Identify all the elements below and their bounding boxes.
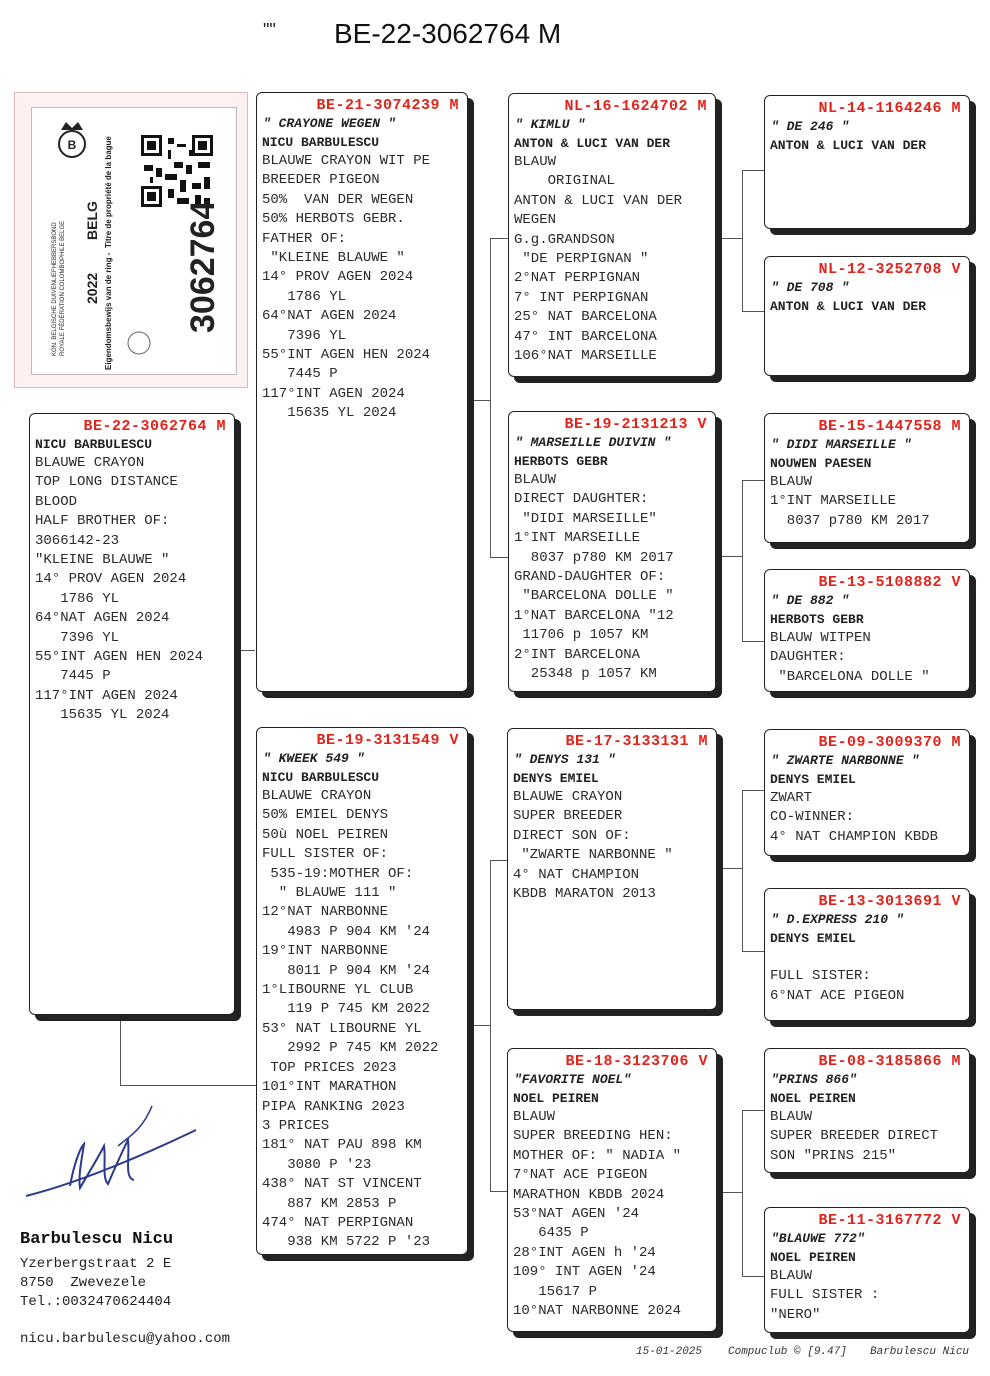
pedigree-line: BLAUW — [770, 474, 813, 490]
owner-name: NOEL PEIREN — [770, 1091, 856, 1106]
ring-tag-federation-fr: ROYALE FÉDÉRATION COLOMBOPHILE BELGE — [60, 220, 66, 356]
owner-name: NICU BARBULESCU — [35, 437, 153, 452]
pedigree-line: 438° NAT ST VINCENT — [262, 1176, 422, 1193]
pedigree-line: TOP LONG DISTANCE — [35, 474, 178, 491]
pedigree-line: " BLAUWE 111 " — [262, 885, 397, 902]
pedigree-line: "ZWARTE NARBONNE " — [513, 847, 673, 864]
card-dam-dam — [507, 1048, 717, 1332]
crown-logo-icon — [52, 118, 92, 162]
software-credit: Compuclub © [9.47] — [728, 1346, 847, 1358]
pedigree-line: "NERO" — [770, 1306, 821, 1323]
pedigree-line: ORIGINAL — [514, 173, 615, 190]
pedigree-line: 6°NAT ACE PIGEON — [770, 987, 905, 1004]
connector-sire-branches — [490, 238, 509, 558]
pedigree-line: 938 KM 5722 P '23 — [262, 1234, 431, 1251]
pedigree-line: 15635 YL 2024 — [262, 405, 397, 422]
card-dam-sire-dam — [764, 888, 970, 1021]
card-sire-sire — [508, 93, 716, 377]
pedigree-line: 7445 P — [35, 668, 111, 685]
pedigree-line: 25348 p 1057 KM — [514, 666, 657, 683]
ring-tag-ownership-fr: Titre de propriété de la bague — [104, 136, 113, 248]
card-sire-sire-dam — [764, 256, 970, 376]
header-quote-marks: "" — [263, 20, 276, 40]
pedigree-line: BLAUWE CRAYON — [513, 789, 623, 805]
pedigree-line: 2°NAT PERPIGNAN — [514, 270, 641, 287]
pedigree-line: 1786 YL — [262, 288, 347, 305]
pedigree-line: 4° NAT CHAMPION — [513, 866, 640, 883]
card-sire-dam-sire — [764, 413, 970, 543]
ring-number: BE-19-3131549 V — [316, 732, 459, 749]
card-subject — [29, 413, 235, 1015]
owner-name: ANTON & LUCI VAN DER — [770, 299, 927, 314]
pigeon-name: " DIDI MARSEILLE " — [771, 437, 912, 452]
ring-tag-year: 2022 — [84, 272, 100, 304]
pedigree-line: 8037 p780 KM 2017 — [514, 549, 674, 566]
card-dam-sire-sire — [764, 729, 970, 856]
pedigree-line: 7445 P — [262, 366, 338, 383]
pigeon-name: "PRINS 866" — [771, 1072, 857, 1087]
pedigree-line: "KLEINE BLAUWE " — [35, 552, 170, 569]
pedigree-line: 1°INT MARSEILLE — [514, 530, 641, 547]
pedigree-line: BREEDER PIGEON — [262, 172, 380, 189]
pedigree-line: 1°INT MARSEILLE — [770, 493, 897, 510]
pedigree-line: 3 PRICES — [262, 1117, 330, 1134]
ring-tag — [14, 92, 248, 388]
ring-number: NL-12-3252708 V — [818, 261, 961, 278]
ring-tag-card — [31, 107, 237, 375]
pedigree-line: SUPER BREEDER — [513, 808, 623, 825]
qr-code-icon — [138, 132, 216, 210]
owner-name: NOEL PEIREN — [770, 1250, 856, 1265]
owner-name: NOEL PEIREN — [513, 1091, 599, 1106]
pedigree-line: 25° NAT BARCELONA — [514, 309, 657, 326]
pigeon-name: " DE 708 " — [771, 280, 850, 295]
ring-tag-number: 3062764 — [184, 200, 222, 333]
pedigree-line: 12°NAT NARBONNE — [262, 904, 389, 921]
connector-ss-fork — [718, 238, 742, 239]
pedigree-line: 2°INT BARCELONA — [514, 646, 641, 663]
pedigree-line: 4983 P 904 KM '24 — [262, 923, 431, 940]
ring-number: BE-17-3133131 M — [565, 733, 708, 750]
pedigree-line: 3080 P '23 — [262, 1156, 372, 1173]
pigeon-name: " DE 246 " — [771, 119, 850, 134]
pedigree-line: CO-WINNER: — [770, 809, 855, 826]
pedigree-line: 535-19:MOTHER OF: — [262, 865, 414, 882]
pedigree-line: 50% HERBOTS GEBR. — [262, 211, 405, 228]
pedigree-line: 109° INT AGEN '24 — [513, 1264, 656, 1281]
card-sire-dam-dam — [764, 569, 970, 692]
pedigree-line: SON "PRINS 215" — [770, 1147, 897, 1164]
pedigree-line: 53° NAT LIBOURNE YL — [262, 1020, 422, 1037]
pedigree-line: 4° NAT CHAMPION KBDB — [770, 828, 939, 845]
pedigree-line: 7396 YL — [262, 327, 347, 344]
card-dam-dam-dam — [764, 1207, 970, 1333]
pedigree-line: "BARCELONA DOLLE " — [770, 668, 930, 685]
connector-ss-branches — [742, 170, 765, 312]
owner-name: ANTON & LUCI VAN DER — [770, 138, 927, 153]
pedigree-line: 887 KM 2853 P — [262, 1195, 397, 1212]
pedigree-line: GRAND-DAUGHTER OF: — [514, 569, 666, 586]
pigeon-name: " MARSEILLE DUIVIN " — [515, 435, 672, 450]
ring-number: BE-15-1447558 M — [818, 418, 961, 435]
pedigree-line: "DIDI MARSEILLE" — [514, 510, 657, 527]
owner-name: HERBOTS GEBR — [514, 454, 608, 469]
owner-name: DENYS EMIEL — [770, 772, 856, 787]
connector-dd-fork — [718, 1192, 742, 1193]
pedigree-line: 1°NAT BARCELONA "12 — [514, 607, 674, 624]
ring-number: BE-13-5108882 V — [818, 574, 961, 591]
pedigree-line: PIPA RANKING 2023 — [262, 1098, 405, 1115]
print-date: 15-01-2025 — [636, 1346, 703, 1358]
pedigree-line: 64°NAT AGEN 2024 — [35, 610, 170, 627]
pedigree-line: FATHER OF: — [262, 230, 347, 247]
pedigree-line: FULL SISTER OF: — [262, 846, 389, 863]
pigeon-name: "BLAUWE 772" — [771, 1231, 865, 1246]
pigeon-name: " D.EXPRESS 210 " — [771, 912, 904, 927]
pedigree-line: KBDB MARATON 2013 — [513, 886, 656, 903]
ring-tag-country: BELG — [84, 201, 100, 240]
owner-name: NICU BARBULESCU — [262, 135, 380, 150]
ring-number: BE-21-3074239 M — [316, 97, 459, 114]
pedigree-line: BLAUW — [513, 1109, 556, 1125]
signature — [18, 1100, 208, 1210]
owner-name: DENYS EMIEL — [770, 931, 856, 946]
pedigree-line: DAUGHTER: — [770, 649, 846, 666]
card-dam-sire — [507, 728, 717, 1010]
owner-name: ANTON & LUCI VAN DER — [514, 136, 671, 151]
pedigree-line: 50% VAN DER WEGEN — [262, 191, 414, 208]
pedigree-line: 117°INT AGEN 2024 — [262, 385, 405, 402]
ring-number: NL-14-1164246 M — [818, 100, 961, 117]
card-sire — [256, 92, 468, 692]
pigeon-name: " DENYS 131 " — [514, 752, 616, 767]
breeder-address-city: 8750 Zwevezele — [20, 1275, 147, 1291]
pigeon-name: " KWEEK 549 " — [263, 751, 365, 766]
pedigree-line: "KLEINE BLAUWE " — [262, 250, 405, 267]
connector-subject-sire — [233, 650, 255, 651]
pedigree-line: SUPER BREEDER DIRECT — [770, 1128, 939, 1145]
connector-ds-branches — [742, 790, 765, 952]
pedigree-line: BLAUWE CRAYON — [35, 455, 145, 471]
pedigree-line: BLAUW — [514, 154, 557, 170]
page-title: BE-22-3062764 M — [334, 18, 562, 49]
pedigree-line: 2992 P 745 KM 2022 — [262, 1040, 439, 1057]
card-dam-dam-sire — [764, 1048, 970, 1173]
pedigree-line: 119 P 745 KM 2022 — [262, 1001, 431, 1018]
hole-punch-icon — [124, 328, 154, 358]
pedigree-line: 7396 YL — [35, 629, 120, 646]
pedigree-line: 117°INT AGEN 2024 — [35, 687, 178, 704]
pedigree-line: 474° NAT PERPIGNAN — [262, 1214, 414, 1231]
pigeon-name: " ZWARTE NARBONNE " — [771, 753, 920, 768]
pedigree-line: 50% EMIEL DENYS — [262, 807, 389, 824]
pedigree-line: BLAUW — [514, 472, 557, 488]
pedigree-line: 7°NAT ACE PIGEON — [513, 1167, 648, 1184]
pedigree-line: MOTHER OF: " NADIA " — [513, 1147, 682, 1164]
pedigree-line: ZWART — [770, 790, 813, 806]
owner-name: DENYS EMIEL — [513, 771, 599, 786]
pedigree-line: HALF BROTHER OF: — [35, 513, 170, 530]
pedigree-line: BLOOD — [35, 493, 78, 510]
pedigree-line: DIRECT SON OF: — [513, 827, 631, 844]
pedigree-line: WEGEN — [514, 212, 557, 229]
pedigree-line: 106°NAT MARSEILLE — [514, 348, 657, 365]
printed-by: Barbulescu Nicu — [870, 1346, 970, 1358]
connector-sd-branches — [742, 480, 765, 642]
owner-name: HERBOTS GEBR — [770, 612, 864, 627]
breeder-address-street: Yzerbergstraat 2 E — [20, 1256, 172, 1272]
pedigree-line: DIRECT DAUGHTER: — [514, 491, 649, 508]
pedigree-line: FULL SISTER: — [770, 968, 871, 985]
ring-number: NL-16-1624702 M — [564, 98, 707, 115]
connector-sire-fork — [466, 400, 490, 401]
pedigree-line: BLAUW WITPEN — [770, 630, 871, 646]
pedigree-line: BLAUW — [770, 1268, 813, 1284]
pedigree-line: 1786 YL — [35, 590, 120, 607]
pedigree-line: 101°INT MARATHON — [262, 1079, 397, 1096]
pedigree-line: 19°INT NARBONNE — [262, 943, 389, 960]
pedigree-line: 14° PROV AGEN 2024 — [35, 571, 187, 588]
owner-name: NOUWEN PAESEN — [770, 456, 872, 471]
pedigree-line: 53°NAT AGEN '24 — [513, 1206, 640, 1223]
connector-dam-fork — [466, 1025, 490, 1026]
pedigree-line — [765, 948, 969, 967]
pedigree-line: BLAUWE CRAYON WIT PE — [262, 153, 431, 169]
ring-number: BE-13-3013691 V — [818, 893, 961, 910]
card-sire-dam — [508, 411, 716, 692]
pedigree-line: BLAUWE CRAYON — [262, 788, 372, 804]
pedigree-line: 3066142-23 — [35, 532, 120, 549]
pedigree-line: BLAUW — [770, 1109, 813, 1125]
pedigree-line: 50ù NOEL PEIREN — [262, 826, 389, 843]
pedigree-line: ANTON & LUCI VAN DER — [514, 192, 683, 209]
pigeon-name: "FAVORITE NOEL" — [514, 1072, 632, 1087]
card-dam — [256, 727, 468, 1255]
breeder-email[interactable]: nicu.barbulescu@yahoo.com — [20, 1331, 231, 1347]
pedigree-line: 10°NAT NARBONNE 2024 — [513, 1303, 682, 1320]
pedigree-line: 15635 YL 2024 — [35, 707, 170, 724]
breeder-name: Barbulescu Nicu — [20, 1230, 174, 1249]
pedigree-line: 6435 P — [513, 1225, 589, 1242]
pigeon-name: " DE 882 " — [771, 593, 850, 608]
pedigree-line: 64°NAT AGEN 2024 — [262, 308, 397, 325]
ring-number: BE-08-3185866 M — [818, 1053, 961, 1070]
pedigree-line: SUPER BREEDING HEN: — [513, 1128, 673, 1145]
pedigree-line: "BARCELONA DOLLE " — [514, 588, 674, 605]
pedigree-line: 8037 p780 KM 2017 — [770, 512, 930, 529]
pedigree-line: 181° NAT PAU 898 KM — [262, 1137, 422, 1154]
owner-name: NICU BARBULESCU — [262, 770, 380, 785]
svg-text:B: B — [67, 138, 77, 152]
pedigree-line: 14° PROV AGEN 2024 — [262, 269, 414, 286]
ring-number: BE-19-2131213 V — [564, 416, 707, 433]
pedigree-line: 1°LIBOURNE YL CLUB — [262, 982, 414, 999]
pedigree-line: 7° INT PERPIGNAN — [514, 289, 649, 306]
pedigree-line: "DE PERPIGNAN " — [514, 251, 649, 268]
connector-subject-dam — [120, 1015, 257, 1086]
pedigree-line: FULL SISTER : — [770, 1287, 880, 1304]
pedigree-line: 15617 P — [513, 1283, 598, 1300]
ring-number: BE-22-3062764 M — [83, 418, 226, 435]
pedigree-line: G.g.GRANDSON — [514, 231, 615, 248]
connector-ds-fork — [718, 868, 742, 869]
pedigree-line: MARATHON KBDB 2024 — [513, 1186, 665, 1203]
connector-sd-fork — [718, 556, 742, 557]
pedigree-line: 47° INT BARCELONA — [514, 328, 657, 345]
ring-number: BE-09-3009370 M — [818, 734, 961, 751]
ring-number: BE-18-3123706 V — [565, 1053, 708, 1070]
pigeon-name: " KIMLU " — [515, 117, 586, 132]
ring-tag-federation-nl: KON. BELGISCHE DUIVENLIEFHEBBERSBOND — [52, 222, 58, 356]
pedigree-line: 28°INT AGEN h '24 — [513, 1244, 656, 1261]
ring-tag-ownership-nl: Eigendomsbewijs van de ring - — [104, 252, 113, 370]
pedigree-line: 8011 P 904 KM '24 — [262, 962, 431, 979]
pedigree-line: TOP PRICES 2023 — [262, 1059, 397, 1076]
pedigree-line: 11706 p 1057 KM — [514, 627, 649, 644]
pedigree-line: 55°INT AGEN HEN 2024 — [35, 649, 204, 666]
card-sire-sire-sire — [764, 95, 970, 229]
breeder-phone: Tel.:0032470624404 — [20, 1294, 172, 1310]
pedigree-line: 55°INT AGEN HEN 2024 — [262, 347, 431, 364]
connector-dd-branches — [742, 1110, 765, 1277]
pigeon-name: " CRAYONE WEGEN " — [263, 116, 396, 131]
ring-number: BE-11-3167772 V — [818, 1212, 961, 1229]
